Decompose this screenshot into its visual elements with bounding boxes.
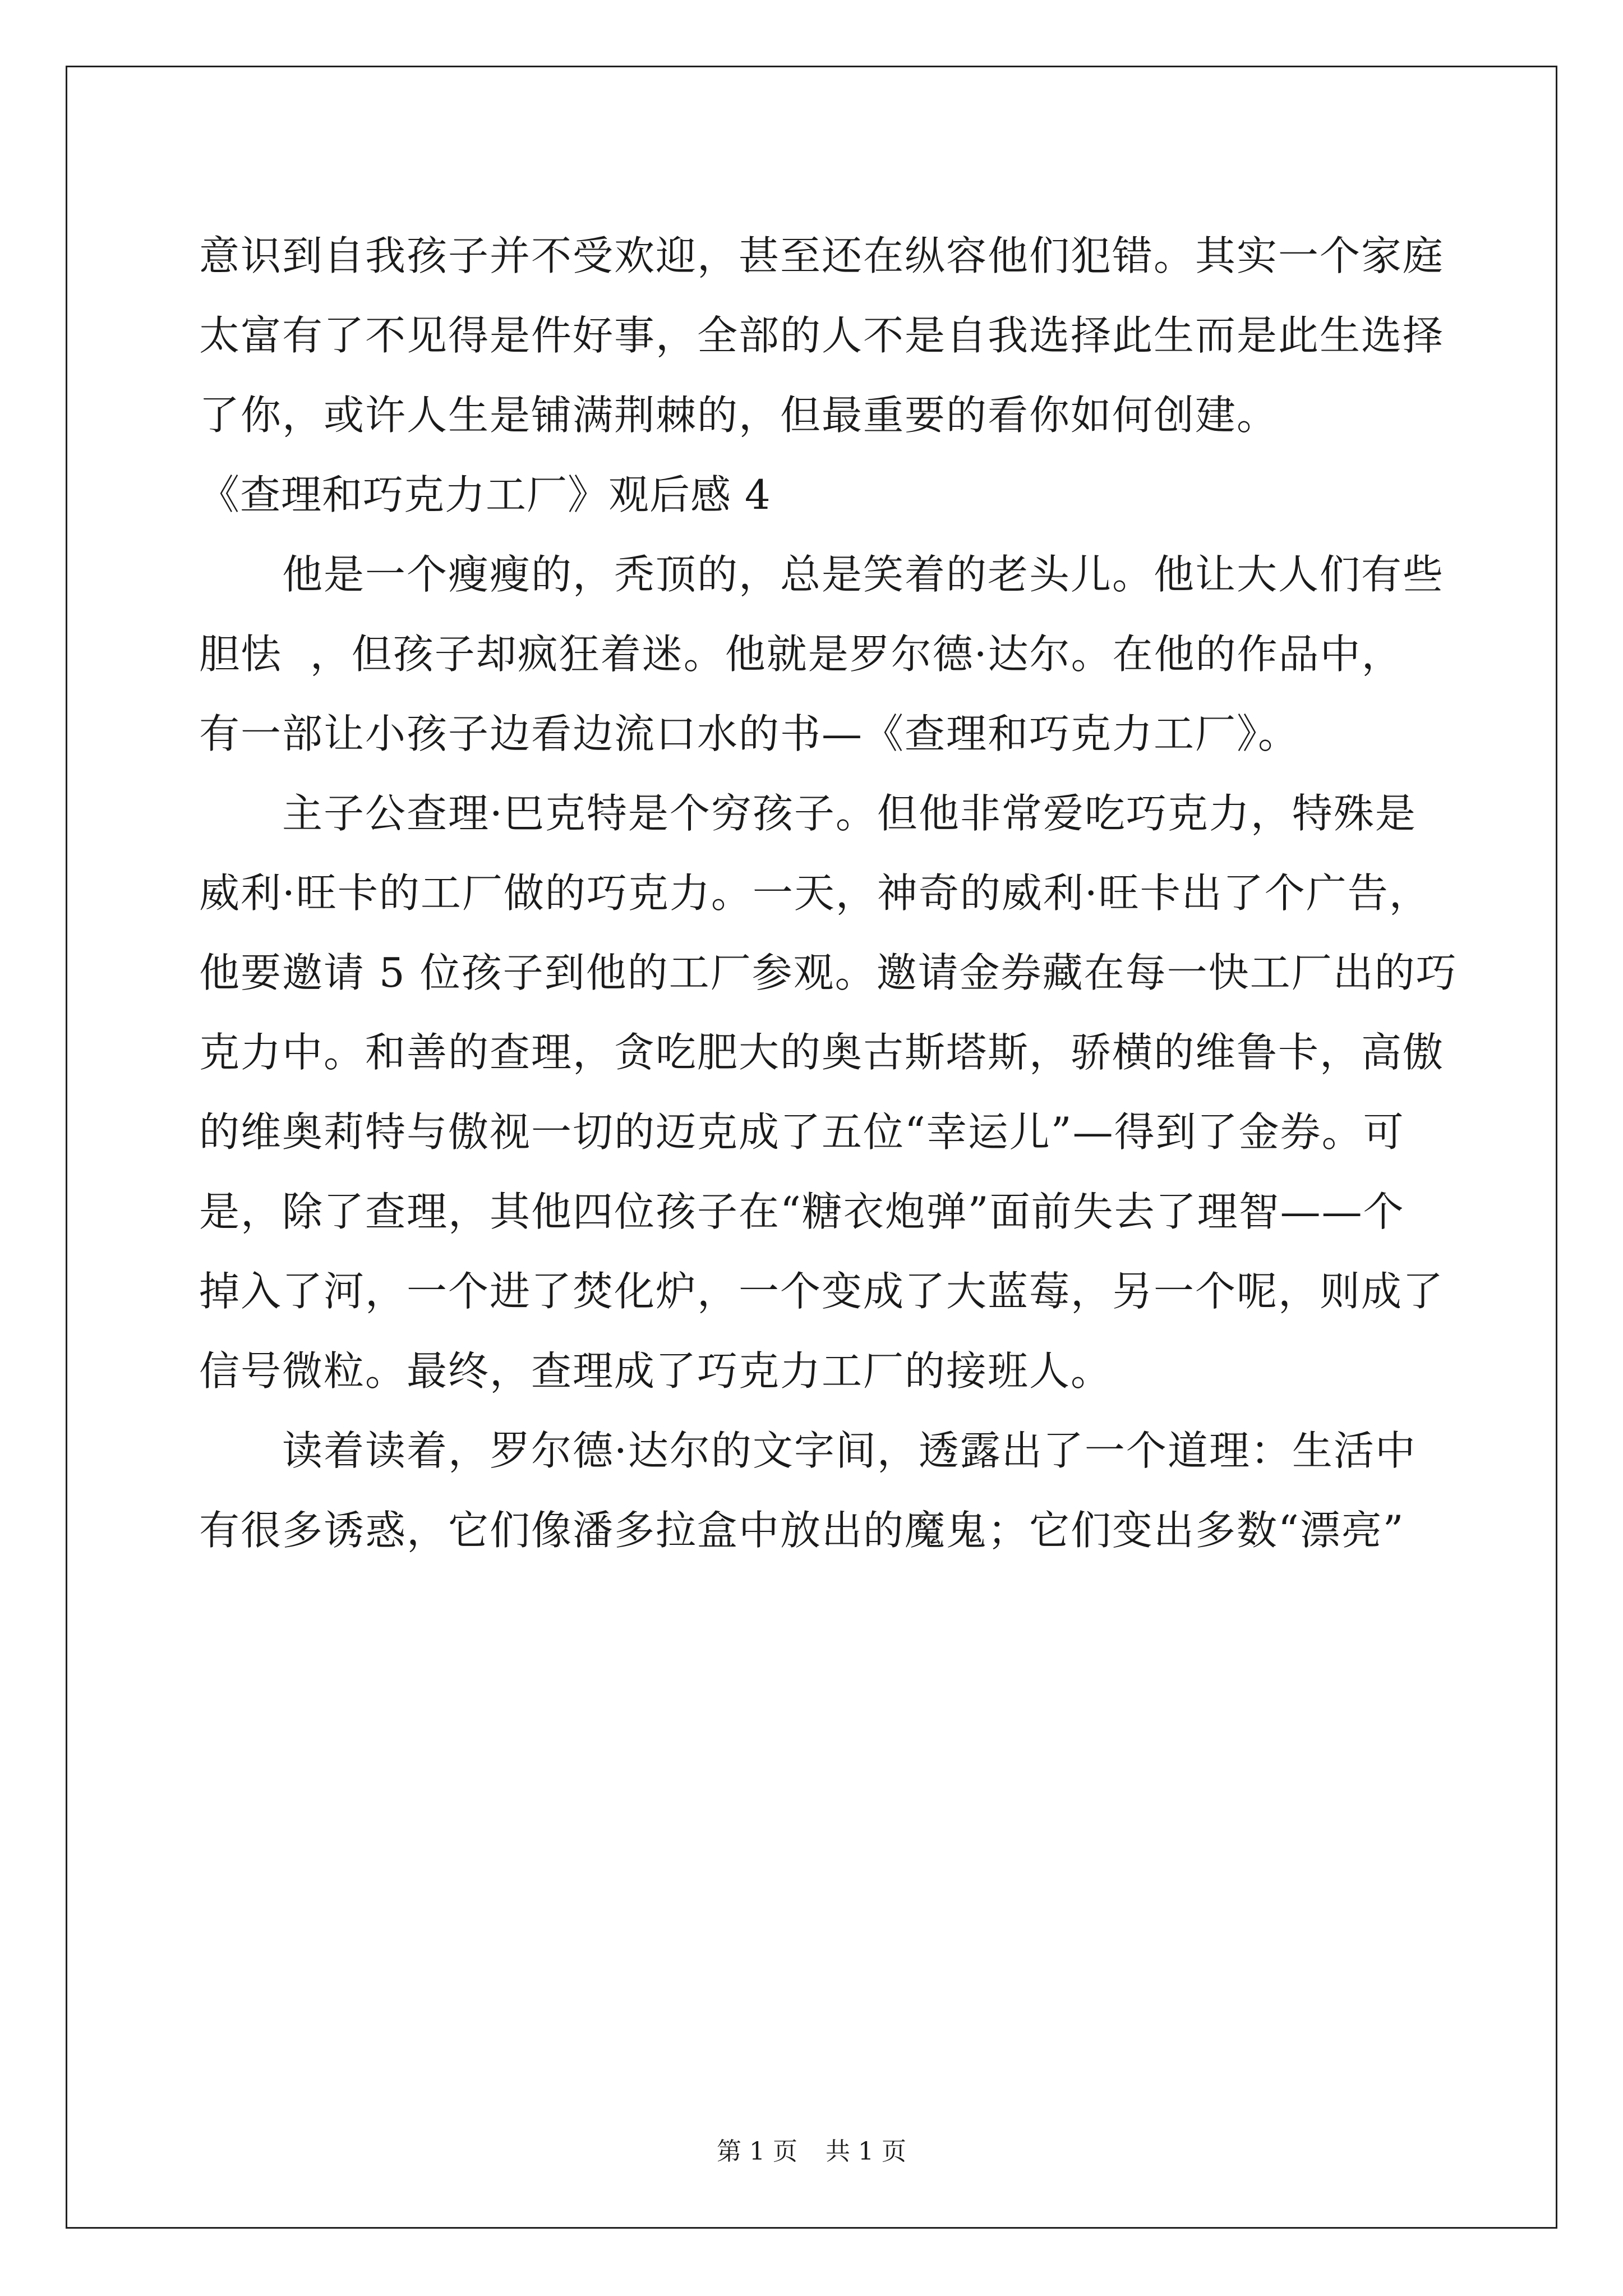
text-line-14: 掉入了河，一个进了焚化炉，一个变成了大蓝莓，另一个呢，则成了 bbox=[199, 1268, 1445, 1315]
page-total: 共 1 页 bbox=[826, 2137, 906, 2166]
page-number: 第 1 页 bbox=[717, 2137, 797, 2166]
page-footer bbox=[0, 2135, 1623, 2169]
text-line-9: 威利·旺卡的工厂做的巧克力。一天，神奇的威利·旺卡出了个广告， bbox=[199, 869, 1431, 917]
text-line-12: 的维奥莉特与傲视一切的迈克成了五位“幸运儿”—得到了金券。可 bbox=[199, 1108, 1405, 1156]
text-line-8: 主子公查理·巴克特是个穷孩子。但他非常爱吃巧克力，特殊是 bbox=[282, 790, 1417, 837]
section-heading: 《查理和巧克力工厂》观后感 4 bbox=[199, 471, 771, 518]
text-line-7: 有一部让小孩子边看边流口水的书—《查理和巧克力工厂》。 bbox=[199, 710, 1300, 757]
text-line-2: 太富有了不见得是件好事，全部的人不是自我选择此生而是此生选择 bbox=[199, 312, 1445, 359]
text-line-11: 克力中。和善的查理，贪吃肥大的奥古斯塔斯，骄横的维鲁卡，高傲 bbox=[199, 1029, 1445, 1076]
text-line-6: 胆怯 ，但孩子却疯狂着迷。他就是罗尔德·达尔。在他的作品中， bbox=[199, 631, 1403, 678]
text-line-13: 是，除了查理，其他四位孩子在“糖衣炮弹”面前失去了理智——个 bbox=[199, 1188, 1405, 1235]
text-line-5: 他是一个瘦瘦的，秃顶的，总是笑着的老头儿。他让大人们有些 bbox=[282, 551, 1445, 598]
text-line-3: 了你，或许人生是铺满荆棘的，但最重要的看你如何创建。 bbox=[199, 392, 1279, 439]
text-line-16: 读着读着，罗尔德·达尔的文字间，透露出了一个道理：生活中 bbox=[282, 1427, 1417, 1474]
text-line-10: 他要邀请 5 位孩子到他的工厂参观。邀请金券藏在每一快工厂出的巧 bbox=[199, 949, 1458, 996]
text-line-1: 意识到自我孩子并不受欢迎，甚至还在纵容他们犯错。其实一个家庭 bbox=[199, 232, 1445, 279]
document-body bbox=[199, 216, 1458, 1570]
text-line-15: 信号微粒。最终，查理成了巧克力工厂的接班人。 bbox=[199, 1347, 1113, 1395]
text-line-17: 有很多诱惑，它们像潘多拉盒中放出的魔鬼；它们变出多数“漂亮” bbox=[199, 1507, 1405, 1554]
